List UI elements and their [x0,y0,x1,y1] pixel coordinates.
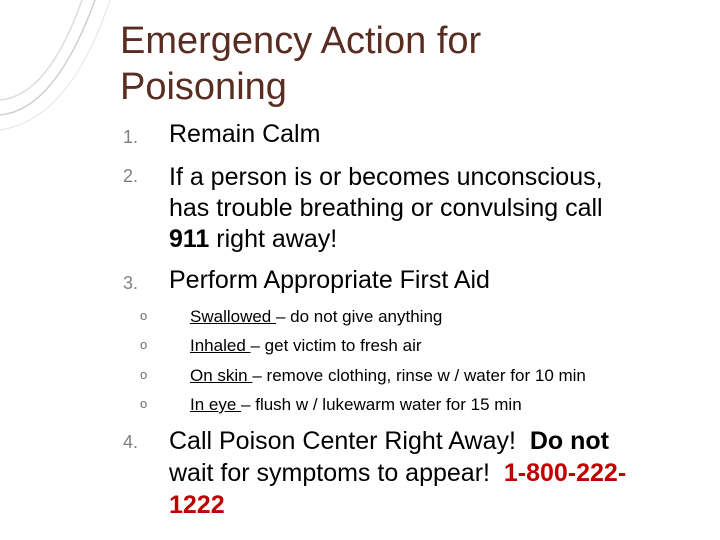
title-line-2: Poisoning [120,66,287,108]
do-not-bold: Do not [529,427,609,455]
poison-center-phone: 1-800-222- [503,459,627,487]
emergency-number: 911 [169,225,210,253]
circle-bullet-icon: o [140,337,148,352]
sub-item-text [190,394,522,416]
sub-item-label: In eye [190,395,242,414]
circle-bullet-icon: o [140,396,148,411]
title-line-1: Emergency Action for [120,20,482,62]
sub-item-rest: – remove clothing, rinse w / water for 10 min [252,366,586,385]
sub-item-label: Swallowed [190,307,276,326]
item-text-line [169,457,689,489]
item-text-line [169,425,689,457]
item-number: 3. [122,273,138,293]
sub-item-on-skin [0,365,710,395]
item-text-line [169,224,689,255]
slide-title [120,18,680,110]
item-text: Remain Calm [169,120,321,148]
sub-item-rest: – flush w / lukewarm water for 15 min [241,395,522,414]
circle-bullet-icon: o [140,308,148,323]
sub-item-rest: – get victim to fresh air [250,336,422,355]
sub-item-label: On skin [190,366,253,385]
item-text-line: If a person is or becomes unconscious, [169,163,603,191]
item-text-line: has trouble breathing or convulsing call [169,194,603,222]
sub-item-text [190,335,422,357]
item-text: Perform Appropriate First Aid [169,266,490,294]
item-text-rest: right away! [209,225,338,253]
item-text [169,162,689,255]
item-text-start: wait for symptoms to appear! [169,459,504,487]
item-text-line [169,489,689,521]
sub-item-swallowed [0,306,710,336]
sub-item-rest: – do not give anything [276,307,443,326]
sub-item-inhaled [0,335,710,365]
sub-item-text [190,306,442,328]
item-number: 4. [122,432,138,452]
item-number: 1. [122,127,138,147]
poison-center-phone-end: 1222 [169,491,225,519]
circle-bullet-icon: o [140,367,148,382]
item-number: 2. [122,166,138,186]
sub-item-text [190,365,586,387]
item-text-start: Call Poison Center Right Away! [169,427,530,455]
sub-item-in-eye [0,394,710,424]
sub-item-label: Inhaled [190,336,251,355]
item-text [169,425,689,521]
decorative-arcs [0,0,140,140]
